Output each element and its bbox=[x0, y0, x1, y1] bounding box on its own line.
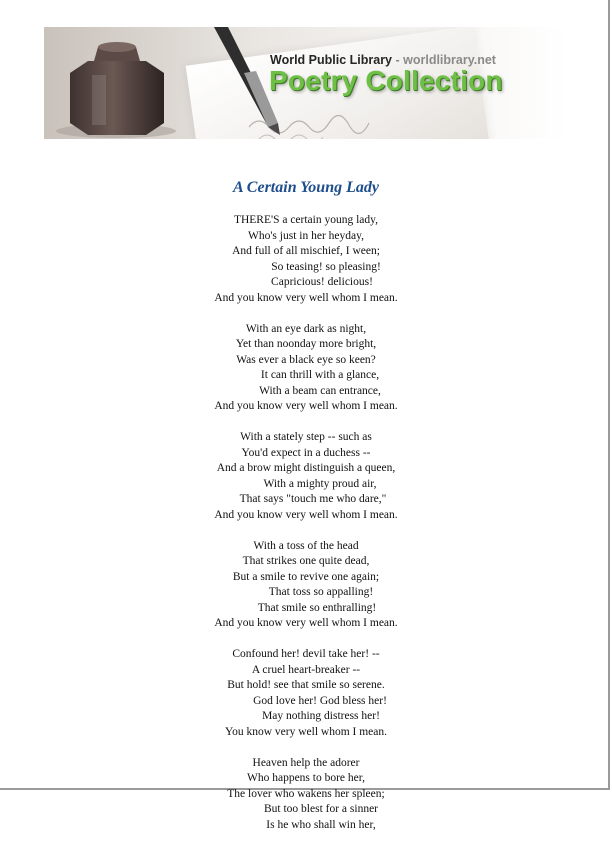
stanza bbox=[0, 539, 612, 632]
poem-line: It can thrill with a glance, bbox=[260, 369, 380, 381]
poem-line: You know very well whom I mean. bbox=[224, 725, 388, 738]
poem-line: And you know very well whom I mean. bbox=[214, 291, 398, 304]
poem-line: Confound her! devil take her! -- bbox=[232, 648, 380, 660]
poem-line: With a mighty proud air, bbox=[263, 477, 377, 490]
poem-line: And full of all mischief, I ween; bbox=[232, 245, 380, 257]
collection-title: Poetry Collection bbox=[269, 65, 503, 96]
poem-line: And you know very well whom I mean. bbox=[214, 617, 398, 629]
poem-line: THERE'S a certain young lady, bbox=[233, 214, 379, 226]
poem-line: And you know very well whom I mean. bbox=[214, 508, 398, 521]
publisher-website: worldlibrary.net bbox=[403, 53, 496, 67]
stanza bbox=[0, 756, 612, 834]
stanza bbox=[0, 647, 612, 740]
publisher-name: World Public Library bbox=[270, 53, 393, 67]
inkwell-image bbox=[48, 35, 178, 139]
poem-line: The lover who wakens her spleen; bbox=[227, 787, 385, 800]
poem-line: A cruel heart-breaker -- bbox=[251, 663, 361, 676]
poem-line: With a toss of the head bbox=[253, 539, 359, 552]
poem-line: God love her! God bless her! bbox=[253, 694, 387, 707]
poem-line: That toss so appalling! bbox=[268, 586, 374, 598]
poem-line: Yet than noonday more bright, bbox=[235, 338, 377, 350]
poem-line: So teasing! so pleasing! bbox=[271, 260, 381, 273]
poem-line: But too blest for a sinner bbox=[263, 803, 379, 815]
poem-line: You'd expect in a duchess -- bbox=[241, 446, 371, 459]
poem-line: But a smile to revive one again; bbox=[232, 570, 380, 583]
poem-line: And a brow might distinguish a queen, bbox=[216, 462, 396, 474]
poem-line: That strikes one quite dead, bbox=[242, 555, 370, 567]
poem-title: A Certain Young Lady bbox=[233, 179, 379, 196]
poem-line: Was ever a black eye so keen? bbox=[236, 353, 376, 366]
stanza bbox=[0, 430, 612, 523]
poem-line: That says "touch me who dare," bbox=[239, 493, 387, 505]
poem-line: Capricious! delicious! bbox=[271, 276, 373, 288]
poem-line: With a beam can entrance, bbox=[259, 384, 381, 397]
poem-line: May nothing distress her! bbox=[262, 710, 380, 722]
poem-body bbox=[0, 213, 612, 849]
poem-line: Who happens to bore her, bbox=[246, 772, 365, 784]
poem-line: Heaven help the adorer bbox=[252, 756, 360, 769]
publisher-separator: - bbox=[392, 53, 404, 67]
poem-line: That smile so enthralling! bbox=[257, 601, 377, 614]
poem-line: Who's just in her heyday, bbox=[248, 229, 364, 242]
stanza bbox=[0, 213, 612, 306]
poem-line: And you know very well whom I mean. bbox=[214, 400, 398, 412]
poem-line: With an eye dark as night, bbox=[245, 322, 367, 335]
poem-line: But hold! see that smile so serene. bbox=[227, 679, 385, 691]
poem-line: Is he who shall win her, bbox=[266, 818, 376, 831]
stanza bbox=[0, 322, 612, 415]
poem-line: With a stately step -- such as bbox=[240, 431, 372, 443]
header-banner bbox=[44, 27, 567, 139]
